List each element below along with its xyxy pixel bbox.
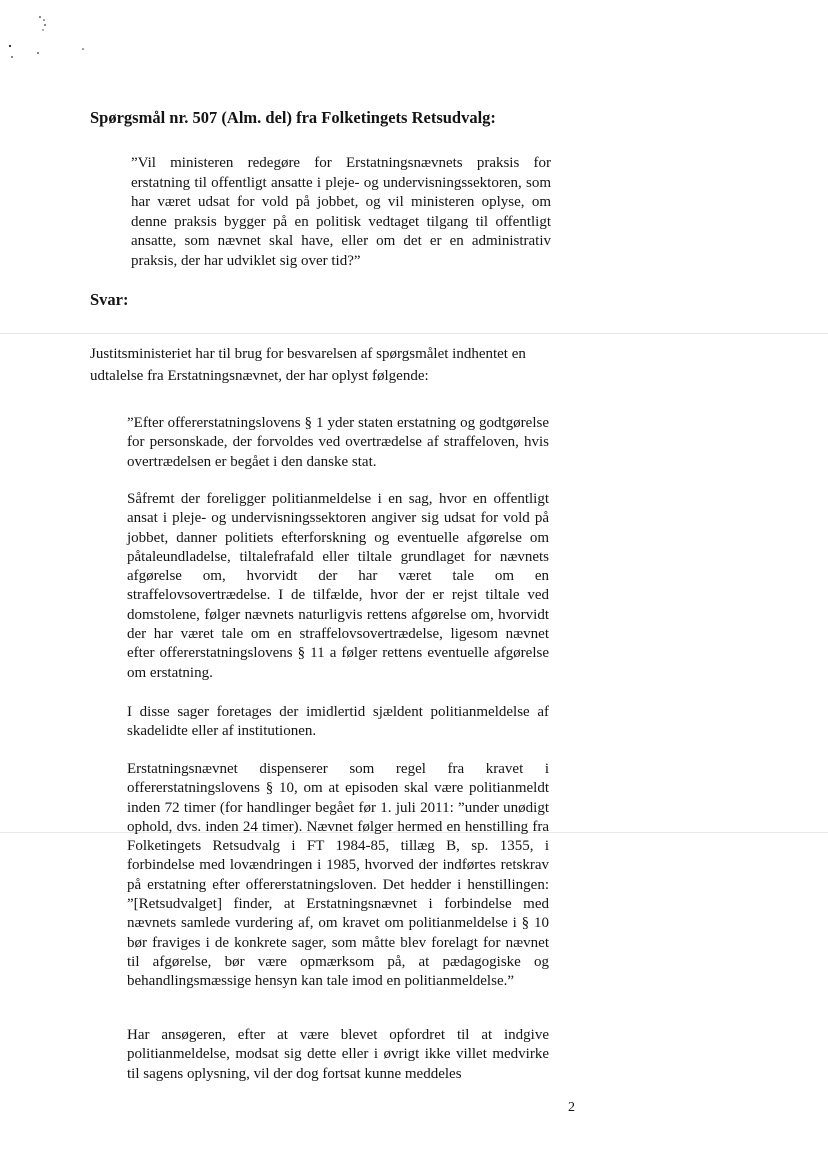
page-number: 2 — [568, 1100, 575, 1115]
quoted-paragraph: I disse sager foretages der imidlertid sjældent politianmeldelse af skadelidte eller af institutionen. — [127, 704, 549, 740]
quoted-paragraph: Erstatningsnævnet dispenserer som regel fra kravet i offererstatningslovens § 10, om at episoden skal være politianmeldt inden 72 timer (for handlinger begået før 1. juli 2011: ”under unødigt ophold, dvs. inden 24 timer). Nævnet følger hermed en henstilling fra Folketingets Retsudvalg i FT 1984-85, tillæg B, sp. 1355, i forbindelse med lovændringen i 1985, hvorved der indførtes retskrav på erstatning efter offererstatningsloven. Det hedder i henstillingen: ”[Retsudvalget] finder, at Erstatningsnævnet i forbindelse med nævnets samlede vurdering af, om kravet om politianmeldelse i § 10 bør fraviges i de konkrete sager, som måtte blev forelagt for nævnet til afgørelse, bør være opmærksom på, at pædagogiske og behandlingsmæssige hensyn kan tale imod en politianmeldelse.” — [127, 761, 549, 990]
intro-line: udtalelse fra Erstatningsnævnet, der har oplyst følgende: — [90, 368, 429, 384]
quoted-paragraph: Har ansøgeren, efter at være blevet opfordret til at indgive politianmeldelse, modsat sig dette eller i øvrigt ikke villet medvirke til sagens oplysning, vil der dog fortsat kunne meddeles — [127, 1027, 549, 1082]
intro-paragraph — [90, 343, 600, 387]
answer-label: Svar: — [90, 290, 129, 309]
question-text: ”Vil ministeren redegøre for Erstatningsnævnets praksis for erstatning til offentligt ansatte i pleje- og undervisningssektoren, som har været udsat for vold på jobbet, og vil ministeren oplyse, om denne praksis bygger på en politisk vedtaget tilgang til offentligt ansatte, som nævnet skal have, eller om det er en administrativ praksis, der har udviklet sig over tid?” — [131, 155, 551, 269]
question-heading: Spørgsmål nr. 507 (Alm. del) fra Folketingets Retsudvalg: — [90, 108, 496, 127]
quoted-paragraph: Såfremt der foreligger politianmeldelse i en sag, hvor en offentligt ansat i pleje- og undervisningssektoren angiver sig udsat for vold på jobbet, danner politiets efterforskning og eventuelle afgørelse om påtaleundladelse, tiltalefrafald eller tiltale grundlaget for nævnets afgørelse om, hvorvidt der har været tale om en straffelovsovertrædelse. I de tilfælde, hvor der er rejst tiltale ved domstolene, følger nævnets naturligvis rettens afgørelse om, hvorvidt der har været tale om en straffelovsovertrædelse, ligesom nævnet efter offererstatningslovens § 11 a følger rettens eventuelle afgørelse om erstatning. — [127, 491, 549, 681]
quoted-paragraph: ”Efter offererstatningslovens § 1 yder staten erstatning og godtgørelse for personskade, der forvoldes ved overtrædelse af straffeloven, hvis overtrædelsen er begået i den danske stat. — [127, 415, 549, 470]
intro-line: Justitsministeriet har til brug for besvarelsen af spørgsmålet indhentet en — [90, 346, 526, 362]
scan-specks — [0, 0, 120, 70]
scan-artifact-line — [0, 333, 828, 334]
